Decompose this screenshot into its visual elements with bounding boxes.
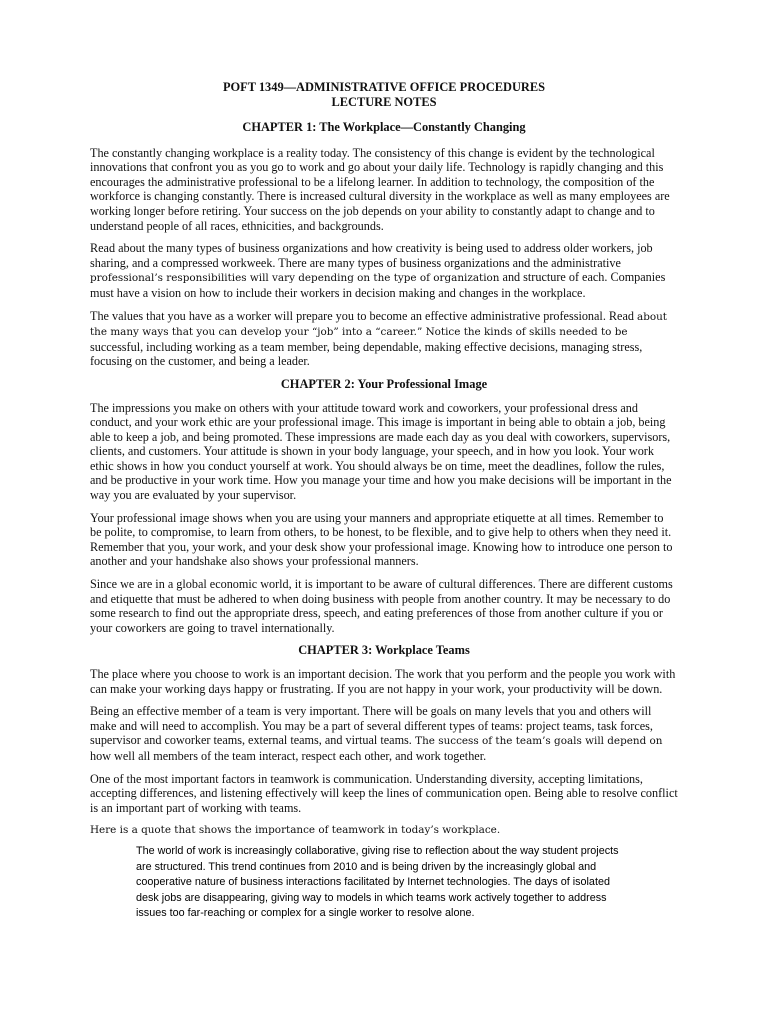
ch1-paragraph-2 — [90, 241, 678, 300]
chapter-3-heading: CHAPTER 3: Workplace Teams — [298, 643, 470, 658]
ch1-p2-text-a: Read about the many types of business organizations and how creativity is being used to address older workers, job sharing, and a compressed workweek. There are many types of business organizations and the administrative — [90, 241, 653, 270]
ch1-p3-text-b: about the many ways that you can develop your “job” into a “career.” Notice the kinds of skills needed to be — [90, 310, 667, 339]
ch1-p2-text-b: professional’s responsibilities will vary depending on the type of organization — [90, 272, 500, 285]
teamwork-quote: The world of work is increasingly collaborative, giving rise to reflection about the way student projects are structured. This trend continues from 2010 and is being driven by the increasingly global and cooperative nature of business interactions facilitated by Internet technologies. The days of isolated desk jobs are disappearing, giving way to models in which teams work actively together to address issues too far-reaching or complex for a single worker to resolve alone. — [136, 844, 619, 920]
ch3-paragraph-2 — [90, 704, 678, 763]
lecture-notes-title: LECTURE NOTES — [331, 95, 437, 109]
ch2-paragraph-3: Since we are in a global economic world, it is important to be aware of cultural differences. There are different customs and etiquette that must be adhered to when doing business with people from another country. It may be necessary to do some research to find out the appropriate dress, speech, and eating preferences of those from another culture if you or your coworkers are going to travel internationally. — [90, 577, 673, 635]
ch1-paragraph-1: The constantly changing workplace is a reality today. The consistency of this change is evident by the technological innovations that confront you as you go to work and go about your daily life. Technology is rapidly changing and this encourages the administrative professional to be a lifelong learner. In addition to technology, the composition of the workforce is changing constantly. There is increased cultural diversity in the workplace as well as many employees are working longer before retiring. Your success on the job depends on your ability to constantly adapt to change and to understand people of all races, ethnicities, and backgrounds. — [90, 145, 670, 233]
ch3-p2-text-c: how well all members of the team interact, respect each other, and work together. — [90, 748, 487, 763]
quote-intro: Here is a quote that shows the importance of teamwork in today’s workplace. — [90, 824, 501, 837]
ch3-p2-text-a: Being an effective member of a team is very important. There will be goals on many levels that you and others will make and will need to accomplish. You may be a part of several different types of teams: project teams, task forces, supervisor and coworker teams, external teams, and virtual teams. — [90, 704, 653, 748]
chapter-1-heading: CHAPTER 1: The Workplace—Constantly Changing — [242, 120, 526, 134]
ch1-p3-text-c: successful, including working as a team member, being dependable, making effective decisions, managing stress, focusing on the customer, and being a leader. — [90, 339, 643, 369]
ch3-paragraph-3: One of the most important factors in teamwork is communication. Understanding diversity, accepting limitations, accepting differences, and listening effectively will keep the lines of communication open. Being able to resolve conflict is an important part of working with teams. — [90, 771, 678, 815]
ch2-paragraph-2: Your professional image shows when you are using your manners and appropriate etiquette at all times. Remember to be polite, to compromise, to learn from others, to be honest, to be flexible, and to give help to others when they need it. Remember that you, your work, and your desk show your professional image. Knowing how to introduce one person to another and your handshake also shows your professional manners. — [90, 510, 673, 569]
course-title: POFT 1349—ADMINISTRATIVE OFFICE PROCEDURES — [222, 80, 546, 94]
ch1-p3-text-a: The values that you have as a worker will prepare you to become an effective administrative professional. Read — [90, 308, 634, 323]
document-page — [90, 80, 678, 922]
ch2-paragraph-1: The impressions you make on others with your attitude toward work and coworkers, your professional dress and conduct, and your work ethic are your professional image. This image is important in being able to obtain a job, being able to keep a job, and being promoted. These impressions are made each day as you deal with coworkers, supervisors, clients, and customers. Your attitude is shown in your body language, your speech, and in how you look. Your work ethic shows in how you conduct yourself at work. You should always be on time, meet the deadlines, follow the rules, and be productive in your work time. How you manage your time and how you make decisions will be important in the way you are evaluated by your supervisor. — [90, 400, 672, 503]
ch3-p2-text-b: The success of the team’s goals will depend on — [411, 735, 663, 748]
ch1-paragraph-3 — [90, 309, 678, 369]
chapter-2-heading: CHAPTER 2: Your Professional Image — [280, 376, 488, 391]
ch1-p2-text-c: and structure of each. Companies must have a vision on how to include their workers in decision making and changes in the workplace. — [90, 270, 666, 300]
ch3-paragraph-1: The place where you choose to work is an important decision. The work that you perform and the people you work with can make your working days happy or frustrating. If you are not happy in your work, your productivity will be down. — [90, 667, 676, 696]
